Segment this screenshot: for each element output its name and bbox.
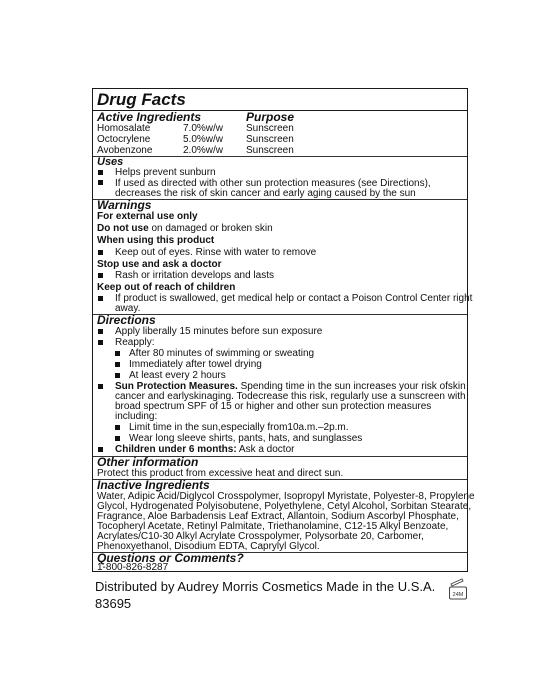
uses-item: If used as directed with other sun protection measures (see Directions), bbox=[115, 178, 431, 189]
drug-facts-panel bbox=[92, 88, 475, 573]
directions-heading: Directions bbox=[97, 313, 156, 327]
ingredient-amount: 5.0%w/w bbox=[183, 134, 224, 145]
bullet-icon bbox=[98, 296, 103, 301]
ingredient-amount: 2.0%w/w bbox=[183, 145, 224, 156]
open-jar-icon bbox=[447, 578, 469, 602]
bullet-icon bbox=[98, 384, 103, 389]
bullet-icon bbox=[98, 250, 103, 255]
questions-heading: Questions or Comments? bbox=[97, 551, 244, 565]
ingredient-name: Avobenzone bbox=[97, 145, 153, 156]
uses-item: Helps prevent sunburn bbox=[115, 167, 216, 178]
bullet-icon bbox=[115, 351, 120, 356]
other-information-heading: Other information bbox=[97, 455, 199, 469]
divider bbox=[93, 156, 467, 157]
sun-protection-item: Limit time in the sun,especially from10a.m.–2p.m. bbox=[129, 422, 349, 433]
sun-protection-text: including: bbox=[115, 411, 158, 422]
external-use-label: For external use only bbox=[97, 211, 198, 222]
inactive-ingredients-text: Tocopheryl Acetate, Retinyl Palmitate, Triethanolamine, C12-15 Alkyl Benzoate, bbox=[97, 521, 449, 532]
inactive-ingredients-text: Water, Adipic Acid/Diglycol Crosspolymer, Isopropyl Myristate, Polyester-8, Propylene bbox=[97, 491, 475, 502]
keep-out-item-continued: away. bbox=[115, 303, 141, 314]
phone-number: 1-800-826-8287 bbox=[97, 562, 169, 573]
bullet-icon bbox=[98, 273, 103, 278]
bullet-icon bbox=[115, 362, 120, 367]
bullet-icon bbox=[98, 329, 103, 334]
bullet-icon bbox=[115, 373, 120, 378]
sun-protection-text: broad spectrum SPF of 15 or higher and other sun protection measures bbox=[115, 401, 432, 412]
keep-out-label: Keep out of reach of children bbox=[97, 282, 236, 293]
ingredient-name: Homosalate bbox=[97, 123, 151, 134]
bullet-icon bbox=[98, 447, 103, 452]
inactive-ingredients-text: Glycol, Hydrogenated Polyisobutene, Polyethylene, Cetyl Alcohol, Sorbitan Stearate, bbox=[97, 501, 472, 512]
reapply-item: After 80 minutes of swimming or sweating bbox=[129, 348, 315, 359]
reapply-item: At least every 2 hours bbox=[129, 370, 226, 381]
inactive-ingredients-heading: Inactive Ingredients bbox=[97, 478, 210, 492]
children-line bbox=[115, 444, 294, 455]
bullet-icon bbox=[115, 436, 120, 441]
warnings-heading: Warnings bbox=[97, 198, 152, 212]
active-ingredients-heading: Active Ingredients bbox=[97, 110, 202, 124]
product-code: 83695 bbox=[95, 596, 132, 611]
other-information-text: Protect this product from excessive heat and direct sun. bbox=[97, 468, 344, 479]
ingredient-purpose: Sunscreen bbox=[246, 134, 294, 145]
sun-protection-text: cancer and earlyskinaging. Todecrease this risk, regularly use a sunscreen with bbox=[115, 391, 466, 402]
stop-use-label: Stop use and ask a doctor bbox=[97, 259, 222, 270]
sun-protection-item: Wear long sleeve shirts, pants, hats, and sunglasses bbox=[129, 433, 363, 444]
drug-facts-title: Drug Facts bbox=[97, 90, 186, 109]
period-after-opening-label: 24M bbox=[452, 592, 464, 598]
directions-item: Reapply: bbox=[115, 337, 155, 348]
stop-use-item: Rash or irritation develops and lasts bbox=[115, 270, 274, 281]
ingredient-amount: 7.0%w/w bbox=[183, 123, 224, 134]
children-label: Children under 6 months: bbox=[115, 444, 237, 455]
reapply-item: Immediately after towel drying bbox=[129, 359, 262, 370]
inactive-ingredients-text: Fragrance, Aloe Barbadensis Leaf Extract, Allantoin, Sodium Ascorbyl Phosphate, bbox=[97, 511, 459, 522]
bullet-icon bbox=[115, 425, 120, 430]
do-not-use-label: Do not use bbox=[97, 223, 149, 234]
uses-item-continued: decreases the risk of skin cancer and early aging caused by the sun bbox=[115, 188, 416, 199]
keep-out-item: If product is swallowed, get medical help or contact a Poison Control Center right bbox=[115, 293, 473, 304]
do-not-use-text: on damaged or broken skin bbox=[148, 223, 273, 234]
bullet-icon bbox=[98, 180, 103, 185]
purpose-heading: Purpose bbox=[246, 110, 295, 124]
sun-protection-text: Spending time in the sun increases your risk ofskin bbox=[237, 381, 466, 392]
when-using-item: Keep out of eyes. Rinse with water to remove bbox=[115, 247, 317, 258]
directions-item: Apply liberally 15 minutes before sun exposure bbox=[115, 326, 323, 337]
bullet-icon bbox=[98, 170, 103, 175]
when-using-label: When using this product bbox=[97, 235, 215, 246]
ingredient-purpose: Sunscreen bbox=[246, 145, 294, 156]
inactive-ingredients-text: Phenoxyethanol, Disodium EDTA, Caprylyl Glycol. bbox=[97, 541, 320, 552]
distributed-by-text: Distributed by Audrey Morris Cosmetics Made in the U.S.A. bbox=[95, 579, 436, 594]
ingredient-purpose: Sunscreen bbox=[246, 123, 294, 134]
children-text: Ask a doctor bbox=[236, 444, 295, 455]
sun-protection-label: Sun Protection Measures. bbox=[115, 381, 238, 392]
do-not-use-line bbox=[97, 223, 273, 234]
uses-heading: Uses bbox=[97, 156, 124, 168]
bullet-icon bbox=[98, 340, 103, 345]
ingredient-name: Octocrylene bbox=[97, 134, 151, 145]
inactive-ingredients-text: Acrylates/C10-30 Alkyl Acrylate Crosspolymer, Polysorbate 20, Carbomer, bbox=[97, 531, 424, 542]
